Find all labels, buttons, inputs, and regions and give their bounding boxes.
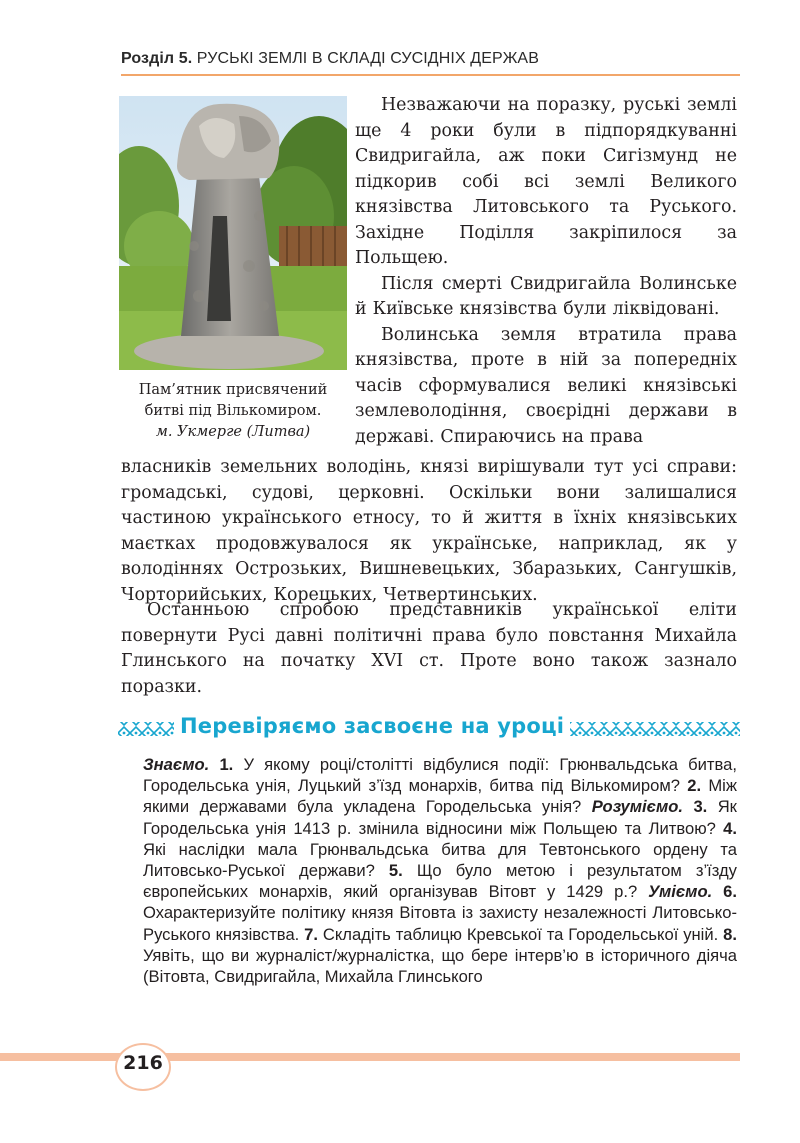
question-number: 6. xyxy=(723,882,737,902)
body-full-width xyxy=(121,455,737,608)
header-rule xyxy=(121,74,740,76)
know-label: Знаємо. xyxy=(143,755,210,774)
question-number: 2. xyxy=(687,776,702,796)
question-text: Складіть таблицю Кревської та Городельської уній. xyxy=(322,924,719,944)
question-text: Уявіть, що ви журналіст/журналістка, що бере інтерв’ю в історичного діяча (Вітовта, Свидригайла, Михайла Глинського xyxy=(143,945,737,987)
section-number: 5. xyxy=(178,50,193,67)
paragraph-continuation: власників земельних володінь, князі вирішували тут усі справи: громадські, судові, церковні. Оскільки вони залишалися частиною українського етносу, то й життя в їхніх князівських маєтках продовжувалося як українське, наприклад, як у володіннях Острозьких, Вишневецьких, Збаразьких, Сангушків, Чорторийських, Корецьких, Четвертинських. xyxy=(121,457,737,605)
question-text: Охарактеризуйте політику князя Вітовта із захисту незалежності Литовсько-Руського князівства. xyxy=(143,903,737,944)
section-title: РУСЬКІ ЗЕМЛІ В СКЛАДІ СУСІДНІХ ДЕРЖАВ xyxy=(196,50,539,67)
can-label: Уміємо. xyxy=(648,882,713,902)
question-text: Як Городельська унія 1413 р. змінила відносини між Польщею та Литвою? xyxy=(143,797,737,838)
question-text: Між якими державами була укладена Городельська унія? xyxy=(143,776,737,817)
question-text: У якому році/столітті відбулися події: Грюнвальдська битва, Городельська унія, Луцький з’їзд монархів, битва під Вількомиром? xyxy=(143,755,737,796)
question-number: 4. xyxy=(723,818,737,838)
monument-photo xyxy=(119,96,347,370)
section-label: Розділ xyxy=(121,50,175,67)
monument-image-icon xyxy=(119,96,347,370)
question-number: 1. xyxy=(219,755,234,774)
question-number: 8. xyxy=(723,924,737,944)
question-number: 3. xyxy=(693,797,708,817)
question-text: Які наслідки мала Грюнвальдська битва для Тевтонського ордену та Литовсько-Руської держави? xyxy=(143,839,737,881)
running-header xyxy=(121,50,740,68)
paragraph: Останньою спробою представників української еліти повернути Русі давні політичні права було повстання Михайла Глинського на початку XVI ст. Проте воно також зазнало поразки. xyxy=(121,600,737,697)
body-full-width-2 xyxy=(121,598,737,700)
question-text: Що було метою і результатом з’їзду європейських монархів, який організував Вітовт у 1429 р.? xyxy=(143,861,737,902)
review-heading: Перевіряємо засвоєне на уроці xyxy=(174,714,570,738)
paragraph: Після смерті Свидригайла Волинське й Київське князівства були ліквідовані. xyxy=(355,273,737,319)
body-column-right xyxy=(355,93,737,450)
question-number: 5. xyxy=(388,861,403,881)
page-number: 216 xyxy=(123,1052,163,1074)
caption-location: м. Укмерге (Литва) xyxy=(155,424,311,440)
caption-line: битві під Вількомиром. xyxy=(144,403,322,419)
figure-caption xyxy=(119,380,347,443)
paragraph: Волинська земля втратила права князівства, проте в ній за попередніх часів сформувалися великі князівські землеволодіння, своєрідні держави в державі. Спираючись на права xyxy=(355,324,737,447)
footer-bar xyxy=(0,1053,740,1061)
understand-label: Розуміємо. xyxy=(591,797,684,817)
paragraph: Незважаючи на поразку, руські землі ще 4 роки були в підпорядкуванні Свидригайла, аж поки Сигізмунд не підкорив собі всі землі Великого князівства Литовського та Руського. Західне Поділля закріпилося за Польщею. xyxy=(355,95,737,268)
caption-line: Пам’ятник присвячений xyxy=(138,382,328,398)
review-questions xyxy=(143,754,737,987)
question-number: 7. xyxy=(304,924,318,944)
